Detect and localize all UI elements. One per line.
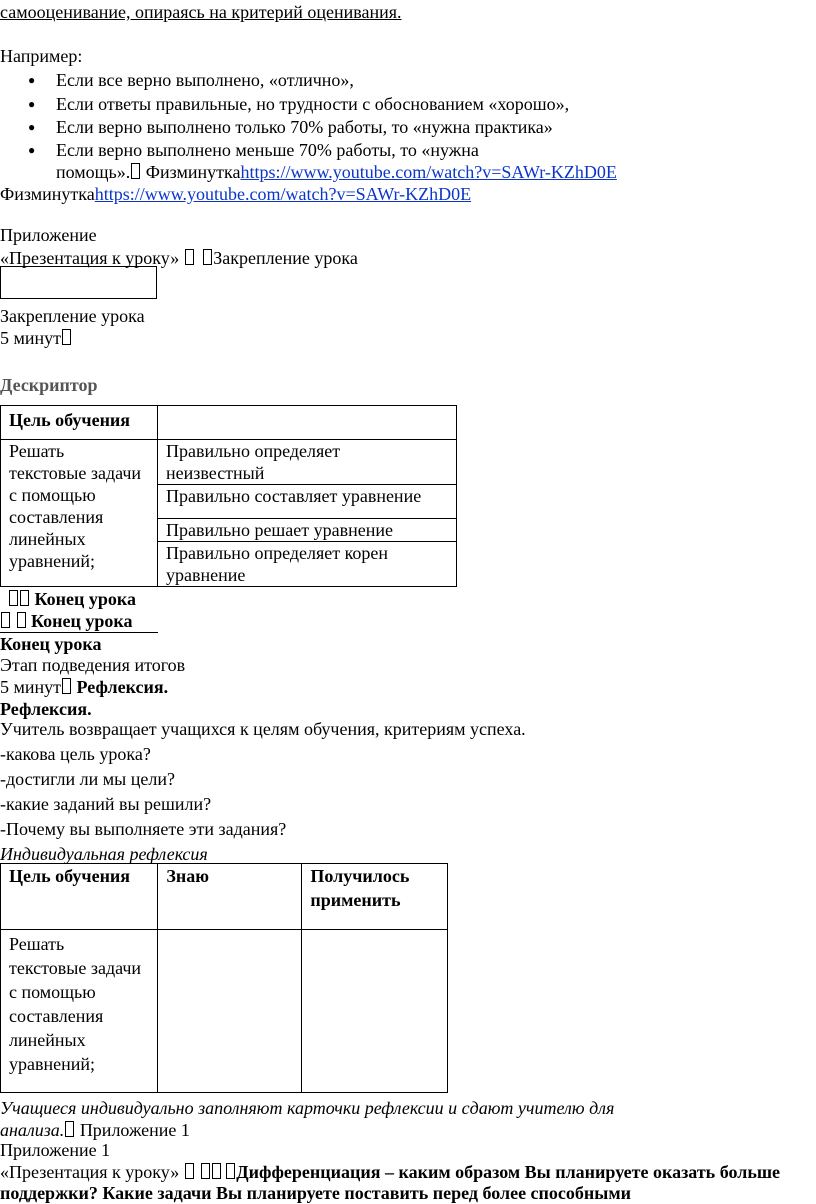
- fiz-label: Физминутка: [0, 184, 95, 204]
- goal-line: составления: [9, 1006, 104, 1026]
- footer-italic-1: Учащиеся индивидуально заполняют карточки рефлексии и сдают учителю для: [0, 1098, 615, 1118]
- empty-cell: [302, 930, 448, 1093]
- consolidation-title: Закрепление урока: [0, 306, 145, 326]
- missing-glyph-icon: [17, 612, 26, 628]
- teacher-line: Учитель возвращает учащихся к целям обучения, критериям успеха.: [0, 719, 526, 739]
- goal-line: составления: [9, 507, 104, 527]
- ending-title-text: Конец урока: [31, 611, 133, 631]
- bullet-icon: ●: [28, 143, 36, 157]
- bullet-icon: ●: [28, 97, 36, 111]
- descriptor-item: [158, 440, 457, 485]
- question: -какова цель урока?: [0, 744, 151, 764]
- goal-line: уравнений;: [9, 1054, 96, 1074]
- goal-line: линейных: [9, 529, 86, 549]
- goal-line: линейных: [9, 1030, 86, 1050]
- item-line: уравнение: [166, 565, 246, 585]
- list-item: Если верно выполнено меньше 70% работы, то «нужна: [56, 140, 479, 160]
- ending-title-text: Конец урока: [34, 589, 136, 609]
- goal-cell: [1, 930, 158, 1093]
- ending-title-2: [0, 610, 158, 633]
- missing-glyph-icon: [65, 1121, 74, 1137]
- goal-cell: [1, 440, 158, 587]
- ending-title-3: Конец урока: [0, 634, 102, 654]
- presentation-title: «Презентация к уроку»: [0, 1162, 180, 1182]
- bullet-icon: ●: [28, 73, 36, 87]
- list-item: Если все верно выполнено, «отлично»,: [56, 70, 354, 90]
- footer-line-2: [0, 1119, 190, 1141]
- fiz-link[interactable]: https://www.youtube.com/watch?v=SAWr-KZhD0E: [240, 162, 617, 182]
- descriptor-table: [0, 405, 457, 587]
- question: -Почему вы выполняете эти задания?: [0, 819, 287, 839]
- missing-glyph-icon: [131, 163, 140, 179]
- missing-glyph-icon: [9, 590, 18, 606]
- header-line: Получилось: [310, 866, 410, 886]
- missing-glyph-icon: [1, 612, 10, 628]
- ending-title-1: [8, 588, 136, 610]
- missing-glyph-icon: [185, 1163, 194, 1179]
- appendix1-inline: Приложение 1: [79, 1120, 190, 1140]
- stage-line: Этап подведения итогов: [0, 655, 186, 675]
- question: -достигли ли мы цели?: [0, 769, 175, 789]
- item-line: неизвестный: [166, 463, 265, 483]
- list-item: Если ответы правильные, но трудности с обоснованием «хорошо»,: [56, 94, 570, 114]
- empty-cell: [158, 406, 457, 440]
- list-item: Если верно выполнено только 70% работы, то «нужна практика»: [56, 117, 553, 137]
- example-label: Например:: [0, 46, 83, 66]
- missing-glyph-icon: [203, 249, 212, 265]
- descriptor-item: Правильно составляет уравнение: [158, 485, 457, 519]
- consolidation-inline: Закрепление урока: [213, 248, 358, 268]
- intro-line: самооценивание, опираясь на критерий оценивания.: [0, 2, 402, 22]
- missing-glyph-icon: [62, 678, 71, 694]
- header-know: Знаю: [158, 864, 302, 930]
- goal-line: с помощью: [9, 485, 96, 505]
- fiz-label: Физминутка: [145, 162, 241, 182]
- empty-box: [0, 266, 157, 299]
- missing-glyph-icon: [201, 1163, 210, 1179]
- goal-header: Цель обучения: [1, 406, 158, 440]
- appendix1-title: Приложение 1: [0, 1140, 111, 1160]
- duration-line-2: [0, 676, 168, 698]
- header-goal: Цель обучения: [1, 864, 158, 930]
- goal-line: Решать: [9, 441, 65, 461]
- missing-glyph-icon: [212, 1163, 221, 1179]
- descriptor-item: Правильно решает уравнение: [158, 519, 457, 542]
- item-line: Правильно определяет корен: [166, 543, 389, 563]
- duration: 5 минут: [0, 677, 62, 697]
- header-line: применить: [310, 890, 401, 910]
- fiz-line: [0, 183, 471, 205]
- appendix-label: Приложение: [0, 225, 97, 245]
- footer-italic-2: анализа.: [0, 1120, 65, 1140]
- presentation-title: «Презентация к уроку»: [0, 248, 180, 268]
- duration: 5 минут: [0, 328, 62, 348]
- missing-glyph-icon: [226, 1163, 235, 1179]
- descriptor-item: [158, 542, 457, 587]
- descriptor-heading: Дескриптор: [0, 375, 98, 395]
- fiz-link[interactable]: https://www.youtube.com/watch?v=SAWr-KZhD0E: [94, 184, 472, 204]
- missing-glyph-icon: [185, 249, 194, 265]
- goal-line: с помощью: [9, 982, 96, 1002]
- individual-reflection-title: Индивидуальная рефлексия: [0, 844, 208, 864]
- reflection-inline: Рефлексия.: [76, 677, 169, 697]
- diff-line-2: поддержки? Какие задачи Вы планируете поставить перед более способными: [0, 1183, 631, 1203]
- reflection-title: Рефлексия.: [0, 699, 92, 719]
- missing-glyph-icon: [62, 329, 71, 345]
- empty-cell: [158, 930, 302, 1093]
- bullet4-cont: помощь».: [56, 162, 131, 182]
- list-item-continuation: [56, 161, 617, 183]
- item-line: Правильно определяет: [166, 441, 341, 461]
- goal-line: текстовые задачи: [9, 463, 142, 483]
- goal-line: текстовые задачи: [9, 958, 142, 978]
- diff-text-1: Дифференциация – каким образом Вы планируете оказать больше: [236, 1162, 781, 1182]
- bullet-icon: ●: [28, 120, 36, 134]
- duration-line: [0, 327, 72, 349]
- missing-glyph-icon: [20, 590, 29, 606]
- header-applied: [302, 864, 448, 930]
- goal-line: уравнений;: [9, 551, 96, 571]
- reflection-table: [0, 863, 448, 1093]
- diff-line-1: [0, 1161, 780, 1183]
- question: -какие заданий вы решили?: [0, 794, 212, 814]
- goal-line: Решать: [9, 934, 65, 954]
